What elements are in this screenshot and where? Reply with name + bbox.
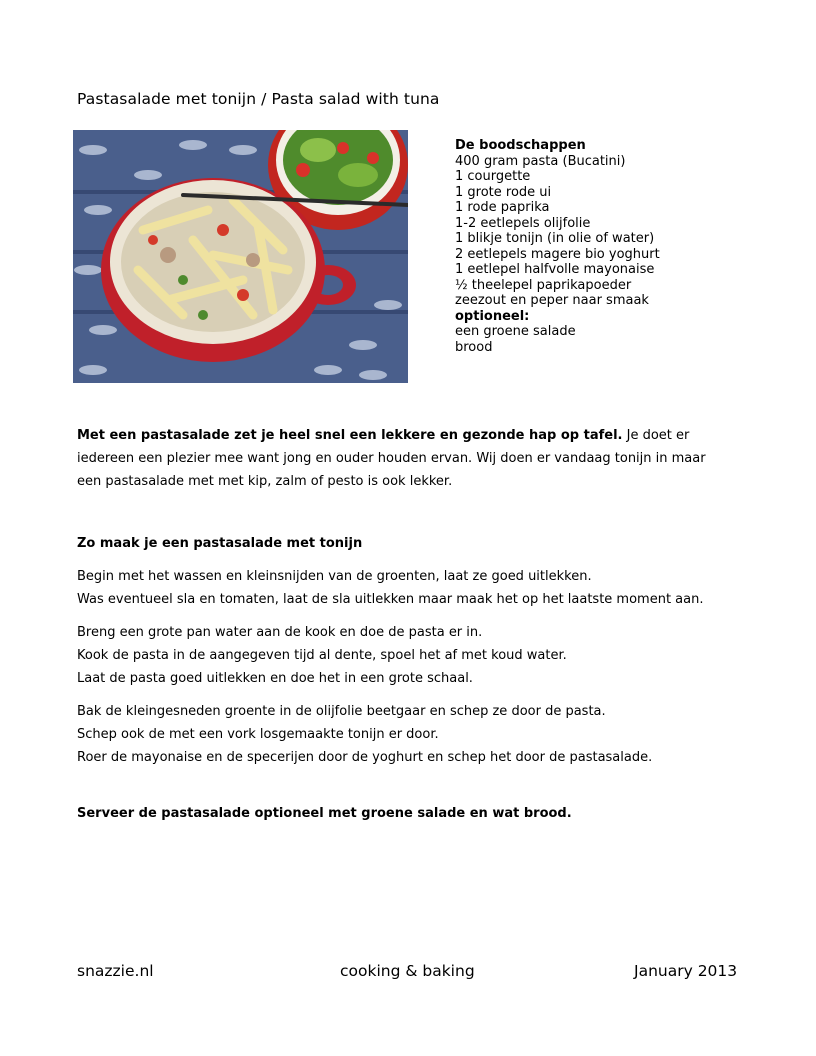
- optional-heading: optioneel:: [455, 308, 530, 324]
- method-line: Laat de pasta goed uitlekken en doe het in een grote schaal.: [77, 671, 473, 686]
- ingredient-item: 1 eetlepel halfvolle mayonaise: [455, 262, 655, 277]
- method-heading: Zo maak je een pastasalade met tonijn: [77, 536, 363, 551]
- ingredient-item: 1 courgette: [455, 169, 531, 184]
- ingredient-item: zeezout en peper naar smaak: [455, 293, 649, 308]
- serving-note: Serveer de pastasalade optioneel met groene salade en wat brood.: [77, 806, 572, 821]
- footer-category: cooking & baking: [340, 962, 475, 980]
- page-title: Pastasalade met tonijn / Pasta salad with tuna: [77, 90, 440, 108]
- method-step-block: [77, 565, 767, 611]
- method-line: Kook de pasta in de aangegeven tijd al dente, spoel het af met koud water.: [77, 648, 567, 663]
- ingredient-item: 1-2 eetlepels olijfolie: [455, 215, 591, 231]
- method-line: Breng een grote pan water aan de kook en doe de pasta er in.: [77, 625, 483, 640]
- ingredient-list: [455, 138, 775, 355]
- intro-bold: Met een pastasalade zet je heel snel een lekkere en gezonde hap op tafel.: [77, 428, 623, 443]
- ingredients-heading: De boodschappen: [455, 138, 586, 153]
- ingredient-item: ½ theelepel paprikapoeder: [455, 277, 632, 293]
- footer-date: January 2013: [634, 962, 738, 980]
- footer-site: snazzie.nl: [77, 962, 154, 980]
- method-line: Was eventueel sla en tomaten, laat de sla uitlekken maar maak het op het laatste moment aan.: [77, 592, 704, 607]
- method-step-block: [77, 621, 767, 690]
- intro-text: een pastasalade met met kip, zalm of pesto is ook lekker.: [77, 474, 453, 489]
- intro-text: Je doet er: [622, 428, 690, 443]
- optional-item: brood: [455, 339, 493, 355]
- optional-item: een groene salade: [455, 324, 576, 339]
- pasta-salad-photo: [73, 130, 408, 383]
- ingredient-item: 2 eetlepels magere bio yoghurt: [455, 246, 660, 262]
- ingredient-item: 1 rode paprika: [455, 200, 550, 215]
- method-line: Bak de kleingesneden groente in de olijfolie beetgaar en schep ze door de pasta.: [77, 704, 606, 719]
- intro-paragraph: [77, 424, 747, 493]
- ingredient-item: 1 blikje tonijn (in olie of water): [455, 231, 655, 246]
- ingredient-item: 400 gram pasta (Bucatini): [455, 153, 626, 169]
- method-line: Begin met het wassen en kleinsnijden van de groenten, laat ze goed uitlekken.: [77, 569, 592, 584]
- intro-text: iedereen een plezier mee want jong en ouder houden ervan. Wij doen er vandaag tonijn in maar: [77, 451, 706, 466]
- ingredient-item: 1 grote rode ui: [455, 184, 552, 200]
- method-line: Roer de mayonaise en de specerijen door de yoghurt en schep het door de pastasalade.: [77, 750, 653, 765]
- method-step-block: [77, 700, 767, 769]
- method-line: Schep ook de met een vork losgemaakte tonijn er door.: [77, 727, 439, 742]
